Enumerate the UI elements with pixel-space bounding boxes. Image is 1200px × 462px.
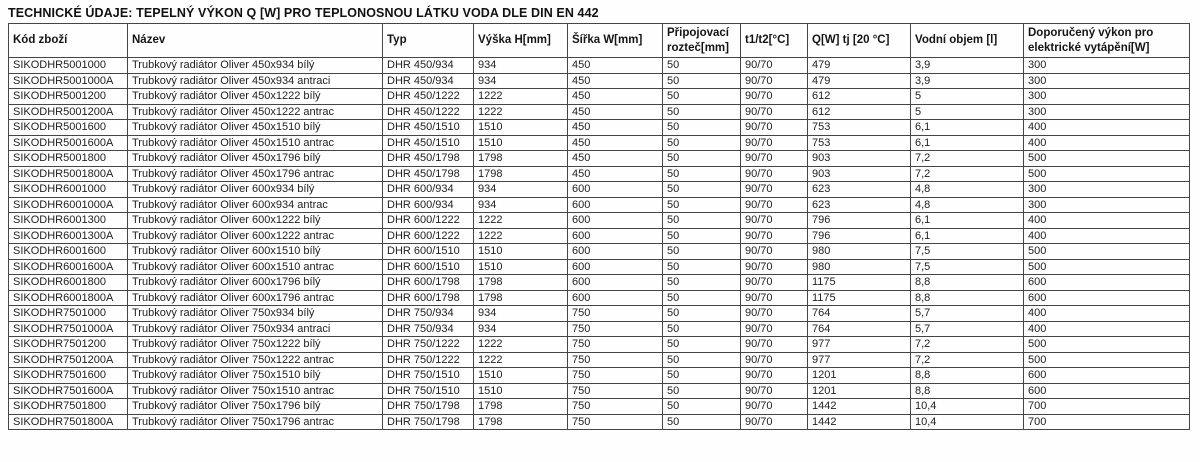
- table-cell: SIKODHR7501000A: [9, 321, 128, 337]
- table-cell: 50: [663, 151, 741, 167]
- column-header: Kód zboží: [9, 24, 128, 58]
- table-cell: 977: [808, 352, 911, 368]
- table-cell: Trubkový radiátor Oliver 600x1222 bílý: [128, 213, 383, 229]
- table-cell: 90/70: [741, 290, 808, 306]
- table-cell: DHR 450/934: [383, 58, 474, 74]
- table-cell: DHR 750/1798: [383, 399, 474, 415]
- table-cell: DHR 600/934: [383, 197, 474, 213]
- table-cell: 750: [568, 399, 663, 415]
- table-cell: 50: [663, 182, 741, 198]
- table-cell: 1510: [474, 244, 568, 260]
- table-cell: 90/70: [741, 166, 808, 182]
- table-cell: 300: [1024, 104, 1190, 120]
- table-row: [9, 321, 1190, 337]
- table-cell: 1798: [474, 290, 568, 306]
- table-cell: 50: [663, 135, 741, 151]
- table-cell: 50: [663, 290, 741, 306]
- table-cell: 1222: [474, 104, 568, 120]
- table-cell: SIKODHR5001200: [9, 89, 128, 105]
- table-cell: 10,4: [911, 399, 1024, 415]
- table-cell: 612: [808, 89, 911, 105]
- table-cell: 400: [1024, 213, 1190, 229]
- table-cell: 6,1: [911, 228, 1024, 244]
- table-cell: 977: [808, 337, 911, 353]
- table-cell: 450: [568, 166, 663, 182]
- table-cell: 50: [663, 383, 741, 399]
- table-row: [9, 259, 1190, 275]
- table-cell: 90/70: [741, 151, 808, 167]
- table-cell: Trubkový radiátor Oliver 450x934 bílý: [128, 58, 383, 74]
- table-cell: 450: [568, 120, 663, 136]
- table-cell: DHR 450/1798: [383, 166, 474, 182]
- table-cell: 600: [1024, 290, 1190, 306]
- table-cell: Trubkový radiátor Oliver 450x1222 antrac: [128, 104, 383, 120]
- column-header: Název: [128, 24, 383, 58]
- table-cell: 600: [1024, 275, 1190, 291]
- table-cell: 90/70: [741, 244, 808, 260]
- table-cell: Trubkový radiátor Oliver 450x1796 antrac: [128, 166, 383, 182]
- table-cell: 7,2: [911, 337, 1024, 353]
- table-cell: 8,8: [911, 290, 1024, 306]
- table-cell: 90/70: [741, 73, 808, 89]
- table-cell: Trubkový radiátor Oliver 450x1796 bílý: [128, 151, 383, 167]
- column-header: Typ: [383, 24, 474, 58]
- table-cell: 50: [663, 321, 741, 337]
- table-cell: DHR 750/934: [383, 321, 474, 337]
- table-cell: 90/70: [741, 383, 808, 399]
- table-cell: 1442: [808, 399, 911, 415]
- table-cell: 600: [568, 213, 663, 229]
- table-row: [9, 228, 1190, 244]
- table-cell: Trubkový radiátor Oliver 600x934 antrac: [128, 197, 383, 213]
- table-row: [9, 104, 1190, 120]
- table-cell: 90/70: [741, 104, 808, 120]
- table-cell: 6,1: [911, 135, 1024, 151]
- table-cell: 50: [663, 414, 741, 430]
- table-cell: 90/70: [741, 182, 808, 198]
- table-cell: 700: [1024, 399, 1190, 415]
- table-cell: 1798: [474, 151, 568, 167]
- table-row: [9, 414, 1190, 430]
- table-cell: 500: [1024, 337, 1190, 353]
- table-cell: Trubkový radiátor Oliver 750x934 bílý: [128, 306, 383, 322]
- table-cell: 450: [568, 151, 663, 167]
- table-cell: DHR 450/1222: [383, 89, 474, 105]
- table-cell: 90/70: [741, 275, 808, 291]
- table-cell: Trubkový radiátor Oliver 750x1222 bílý: [128, 337, 383, 353]
- table-cell: 50: [663, 399, 741, 415]
- table-cell: 300: [1024, 182, 1190, 198]
- table-cell: DHR 750/1798: [383, 414, 474, 430]
- column-header: Q[W] tj [20 °C]: [808, 24, 911, 58]
- table-cell: 600: [568, 182, 663, 198]
- table-cell: SIKODHR5001800A: [9, 166, 128, 182]
- table-cell: 479: [808, 58, 911, 74]
- table-cell: 6,1: [911, 213, 1024, 229]
- table-cell: SIKODHR7501800A: [9, 414, 128, 430]
- table-row: [9, 306, 1190, 322]
- table-cell: 750: [568, 352, 663, 368]
- column-header: Výška H[mm]: [474, 24, 568, 58]
- table-cell: 1798: [474, 166, 568, 182]
- table-cell: Trubkový radiátor Oliver 450x934 antraci: [128, 73, 383, 89]
- table-row: [9, 58, 1190, 74]
- table-cell: 903: [808, 166, 911, 182]
- table-cell: 980: [808, 259, 911, 275]
- table-cell: 500: [1024, 244, 1190, 260]
- table-cell: SIKODHR5001600A: [9, 135, 128, 151]
- table-cell: 7,5: [911, 244, 1024, 260]
- table-cell: DHR 750/1222: [383, 337, 474, 353]
- table-cell: 934: [474, 58, 568, 74]
- table-cell: 750: [568, 383, 663, 399]
- table-cell: 90/70: [741, 414, 808, 430]
- table-cell: 450: [568, 135, 663, 151]
- table-cell: Trubkový radiátor Oliver 750x1796 bílý: [128, 399, 383, 415]
- table-cell: 934: [474, 182, 568, 198]
- table-cell: 500: [1024, 151, 1190, 167]
- table-cell: SIKODHR6001000A: [9, 197, 128, 213]
- table-cell: 1222: [474, 228, 568, 244]
- table-cell: SIKODHR6001800A: [9, 290, 128, 306]
- table-cell: 1442: [808, 414, 911, 430]
- table-cell: 400: [1024, 135, 1190, 151]
- table-cell: 90/70: [741, 228, 808, 244]
- table-cell: 4,8: [911, 182, 1024, 198]
- table-row: [9, 151, 1190, 167]
- table-cell: 50: [663, 306, 741, 322]
- table-cell: SIKODHR7501000: [9, 306, 128, 322]
- table-cell: DHR 600/1222: [383, 213, 474, 229]
- table-cell: 300: [1024, 73, 1190, 89]
- table-cell: 1175: [808, 290, 911, 306]
- table-cell: 400: [1024, 120, 1190, 136]
- table-row: [9, 399, 1190, 415]
- table-cell: DHR 750/1510: [383, 368, 474, 384]
- table-cell: 600: [568, 259, 663, 275]
- table-cell: DHR 600/1798: [383, 275, 474, 291]
- table-cell: Trubkový radiátor Oliver 750x1510 antrac: [128, 383, 383, 399]
- table-cell: 50: [663, 337, 741, 353]
- table-cell: 3,9: [911, 73, 1024, 89]
- table-cell: 5,7: [911, 306, 1024, 322]
- table-cell: 623: [808, 197, 911, 213]
- table-cell: 750: [568, 306, 663, 322]
- table-cell: 1510: [474, 383, 568, 399]
- table-cell: 934: [474, 306, 568, 322]
- table-cell: DHR 750/934: [383, 306, 474, 322]
- table-cell: 600: [1024, 368, 1190, 384]
- table-cell: 753: [808, 120, 911, 136]
- table-cell: 50: [663, 89, 741, 105]
- table-row: [9, 135, 1190, 151]
- table-cell: 6,1: [911, 120, 1024, 136]
- column-header: t1/t2[°C]: [741, 24, 808, 58]
- table-row: [9, 337, 1190, 353]
- table-cell: 600: [568, 244, 663, 260]
- table-cell: 7,2: [911, 151, 1024, 167]
- table-cell: SIKODHR6001300: [9, 213, 128, 229]
- column-header: Připojovací rozteč[mm]: [663, 24, 741, 58]
- table-cell: 90/70: [741, 306, 808, 322]
- table-cell: 450: [568, 104, 663, 120]
- table-row: [9, 244, 1190, 260]
- table-cell: 50: [663, 275, 741, 291]
- table-cell: 300: [1024, 197, 1190, 213]
- table-cell: Trubkový radiátor Oliver 600x1796 bílý: [128, 275, 383, 291]
- table-cell: 600: [568, 228, 663, 244]
- table-cell: SIKODHR6001600A: [9, 259, 128, 275]
- table-cell: 500: [1024, 166, 1190, 182]
- table-cell: 90/70: [741, 259, 808, 275]
- table-cell: DHR 600/1222: [383, 228, 474, 244]
- table-cell: Trubkový radiátor Oliver 750x934 antraci: [128, 321, 383, 337]
- table-header-row: [9, 24, 1190, 58]
- table-cell: 400: [1024, 228, 1190, 244]
- table-cell: 1510: [474, 120, 568, 136]
- table-cell: 50: [663, 104, 741, 120]
- table-cell: DHR 450/1510: [383, 135, 474, 151]
- table-cell: 7,2: [911, 352, 1024, 368]
- table-cell: 1201: [808, 383, 911, 399]
- table-cell: SIKODHR7501600A: [9, 383, 128, 399]
- table-cell: 479: [808, 73, 911, 89]
- table-cell: 934: [474, 321, 568, 337]
- table-cell: 50: [663, 73, 741, 89]
- table-cell: 90/70: [741, 321, 808, 337]
- table-cell: 1222: [474, 213, 568, 229]
- table-cell: 764: [808, 306, 911, 322]
- table-cell: Trubkový radiátor Oliver 750x1222 antrac: [128, 352, 383, 368]
- table-row: [9, 368, 1190, 384]
- table-cell: 934: [474, 197, 568, 213]
- table-cell: 8,8: [911, 275, 1024, 291]
- table-cell: 600: [568, 290, 663, 306]
- table-cell: DHR 450/1222: [383, 104, 474, 120]
- table-cell: SIKODHR6001300A: [9, 228, 128, 244]
- table-cell: 8,8: [911, 368, 1024, 384]
- table-cell: 50: [663, 352, 741, 368]
- table-cell: DHR 450/1510: [383, 120, 474, 136]
- table-cell: Trubkový radiátor Oliver 600x1222 antrac: [128, 228, 383, 244]
- table-cell: DHR 450/934: [383, 73, 474, 89]
- table-cell: SIKODHR6001800: [9, 275, 128, 291]
- table-row: [9, 197, 1190, 213]
- table-cell: 5,7: [911, 321, 1024, 337]
- table-cell: 750: [568, 337, 663, 353]
- table-cell: 50: [663, 58, 741, 74]
- table-cell: 750: [568, 368, 663, 384]
- table-cell: 90/70: [741, 120, 808, 136]
- table-cell: 90/70: [741, 89, 808, 105]
- table-cell: Trubkový radiátor Oliver 600x1510 bílý: [128, 244, 383, 260]
- table-cell: 3,9: [911, 58, 1024, 74]
- table-cell: Trubkový radiátor Oliver 450x1222 bílý: [128, 89, 383, 105]
- table-cell: 7,2: [911, 166, 1024, 182]
- table-cell: Trubkový radiátor Oliver 750x1796 antrac: [128, 414, 383, 430]
- table-cell: DHR 600/1510: [383, 244, 474, 260]
- table-cell: 8,8: [911, 383, 1024, 399]
- column-header: Doporučený výkon pro elektrické vytápění[W]: [1024, 24, 1190, 58]
- table-cell: 300: [1024, 89, 1190, 105]
- table-cell: 90/70: [741, 135, 808, 151]
- table-cell: 600: [1024, 383, 1190, 399]
- table-cell: 600: [568, 275, 663, 291]
- table-cell: 90/70: [741, 399, 808, 415]
- table-cell: 4,8: [911, 197, 1024, 213]
- table-cell: 50: [663, 228, 741, 244]
- table-cell: Trubkový radiátor Oliver 600x934 bílý: [128, 182, 383, 198]
- table-row: [9, 120, 1190, 136]
- table-cell: 753: [808, 135, 911, 151]
- table-cell: 300: [1024, 58, 1190, 74]
- table-cell: SIKODHR6001000: [9, 182, 128, 198]
- table-cell: 1798: [474, 399, 568, 415]
- table-cell: 90/70: [741, 368, 808, 384]
- table-cell: 50: [663, 166, 741, 182]
- table-cell: 1510: [474, 259, 568, 275]
- column-header: Šířka W[mm]: [568, 24, 663, 58]
- table-cell: 934: [474, 73, 568, 89]
- table-cell: 400: [1024, 306, 1190, 322]
- table-cell: 1175: [808, 275, 911, 291]
- table-cell: 600: [568, 197, 663, 213]
- table-cell: 5: [911, 104, 1024, 120]
- table-cell: 450: [568, 58, 663, 74]
- table-cell: 7,5: [911, 259, 1024, 275]
- table-cell: 1798: [474, 414, 568, 430]
- table-cell: 50: [663, 213, 741, 229]
- table-cell: 50: [663, 368, 741, 384]
- table-cell: 796: [808, 213, 911, 229]
- table-row: [9, 383, 1190, 399]
- table-cell: 50: [663, 244, 741, 260]
- table-cell: 50: [663, 197, 741, 213]
- table-row: [9, 182, 1190, 198]
- table-row: [9, 275, 1190, 291]
- table-cell: 50: [663, 259, 741, 275]
- table-cell: DHR 600/934: [383, 182, 474, 198]
- table-cell: 400: [1024, 321, 1190, 337]
- table-cell: 500: [1024, 259, 1190, 275]
- table-cell: 623: [808, 182, 911, 198]
- table-cell: 500: [1024, 352, 1190, 368]
- table-cell: DHR 450/1798: [383, 151, 474, 167]
- table-cell: SIKODHR5001800: [9, 151, 128, 167]
- table-cell: Trubkový radiátor Oliver 600x1510 antrac: [128, 259, 383, 275]
- table-cell: 90/70: [741, 197, 808, 213]
- table-cell: 50: [663, 120, 741, 136]
- page-title: TECHNICKÉ ÚDAJE: TEPELNÝ VÝKON Q [W] PRO TEPLONOSNOU LÁTKU VODA DLE DIN EN 442: [8, 6, 599, 20]
- table-row: [9, 73, 1190, 89]
- table-cell: 90/70: [741, 337, 808, 353]
- table-cell: 1222: [474, 89, 568, 105]
- table-cell: 1222: [474, 352, 568, 368]
- table-cell: 1798: [474, 275, 568, 291]
- table-row: [9, 213, 1190, 229]
- table-cell: 796: [808, 228, 911, 244]
- table-cell: 90/70: [741, 213, 808, 229]
- table-cell: SIKODHR5001600: [9, 120, 128, 136]
- table-cell: SIKODHR7501200: [9, 337, 128, 353]
- table-cell: 1201: [808, 368, 911, 384]
- table-cell: DHR 750/1510: [383, 383, 474, 399]
- table-cell: 764: [808, 321, 911, 337]
- table-cell: SIKODHR5001200A: [9, 104, 128, 120]
- table-cell: 980: [808, 244, 911, 260]
- table-row: [9, 290, 1190, 306]
- table-cell: 90/70: [741, 58, 808, 74]
- table-cell: SIKODHR7501800: [9, 399, 128, 415]
- table-cell: SIKODHR5001000: [9, 58, 128, 74]
- table-cell: 750: [568, 321, 663, 337]
- table-cell: SIKODHR6001600: [9, 244, 128, 260]
- table-row: [9, 352, 1190, 368]
- table-cell: 903: [808, 151, 911, 167]
- table-cell: 450: [568, 89, 663, 105]
- table-cell: 1510: [474, 368, 568, 384]
- table-cell: 1222: [474, 337, 568, 353]
- technical-data-table: [8, 23, 1190, 430]
- table-cell: SIKODHR7501200A: [9, 352, 128, 368]
- column-header: Vodní objem [l]: [911, 24, 1024, 58]
- table-cell: DHR 750/1222: [383, 352, 474, 368]
- table-cell: 612: [808, 104, 911, 120]
- table-cell: 700: [1024, 414, 1190, 430]
- table-cell: 450: [568, 73, 663, 89]
- table-cell: Trubkový radiátor Oliver 750x1510 bílý: [128, 368, 383, 384]
- table-cell: 750: [568, 414, 663, 430]
- table-cell: Trubkový radiátor Oliver 450x1510 bílý: [128, 120, 383, 136]
- table-cell: DHR 600/1510: [383, 259, 474, 275]
- table-body: [9, 58, 1190, 430]
- table-cell: SIKODHR7501600: [9, 368, 128, 384]
- table-cell: Trubkový radiátor Oliver 450x1510 antrac: [128, 135, 383, 151]
- table-cell: 90/70: [741, 352, 808, 368]
- table-cell: 5: [911, 89, 1024, 105]
- table-cell: DHR 600/1798: [383, 290, 474, 306]
- table-row: [9, 89, 1190, 105]
- table-cell: 10,4: [911, 414, 1024, 430]
- table-row: [9, 166, 1190, 182]
- table-cell: 1510: [474, 135, 568, 151]
- table-cell: Trubkový radiátor Oliver 600x1796 antrac: [128, 290, 383, 306]
- table-cell: SIKODHR5001000A: [9, 73, 128, 89]
